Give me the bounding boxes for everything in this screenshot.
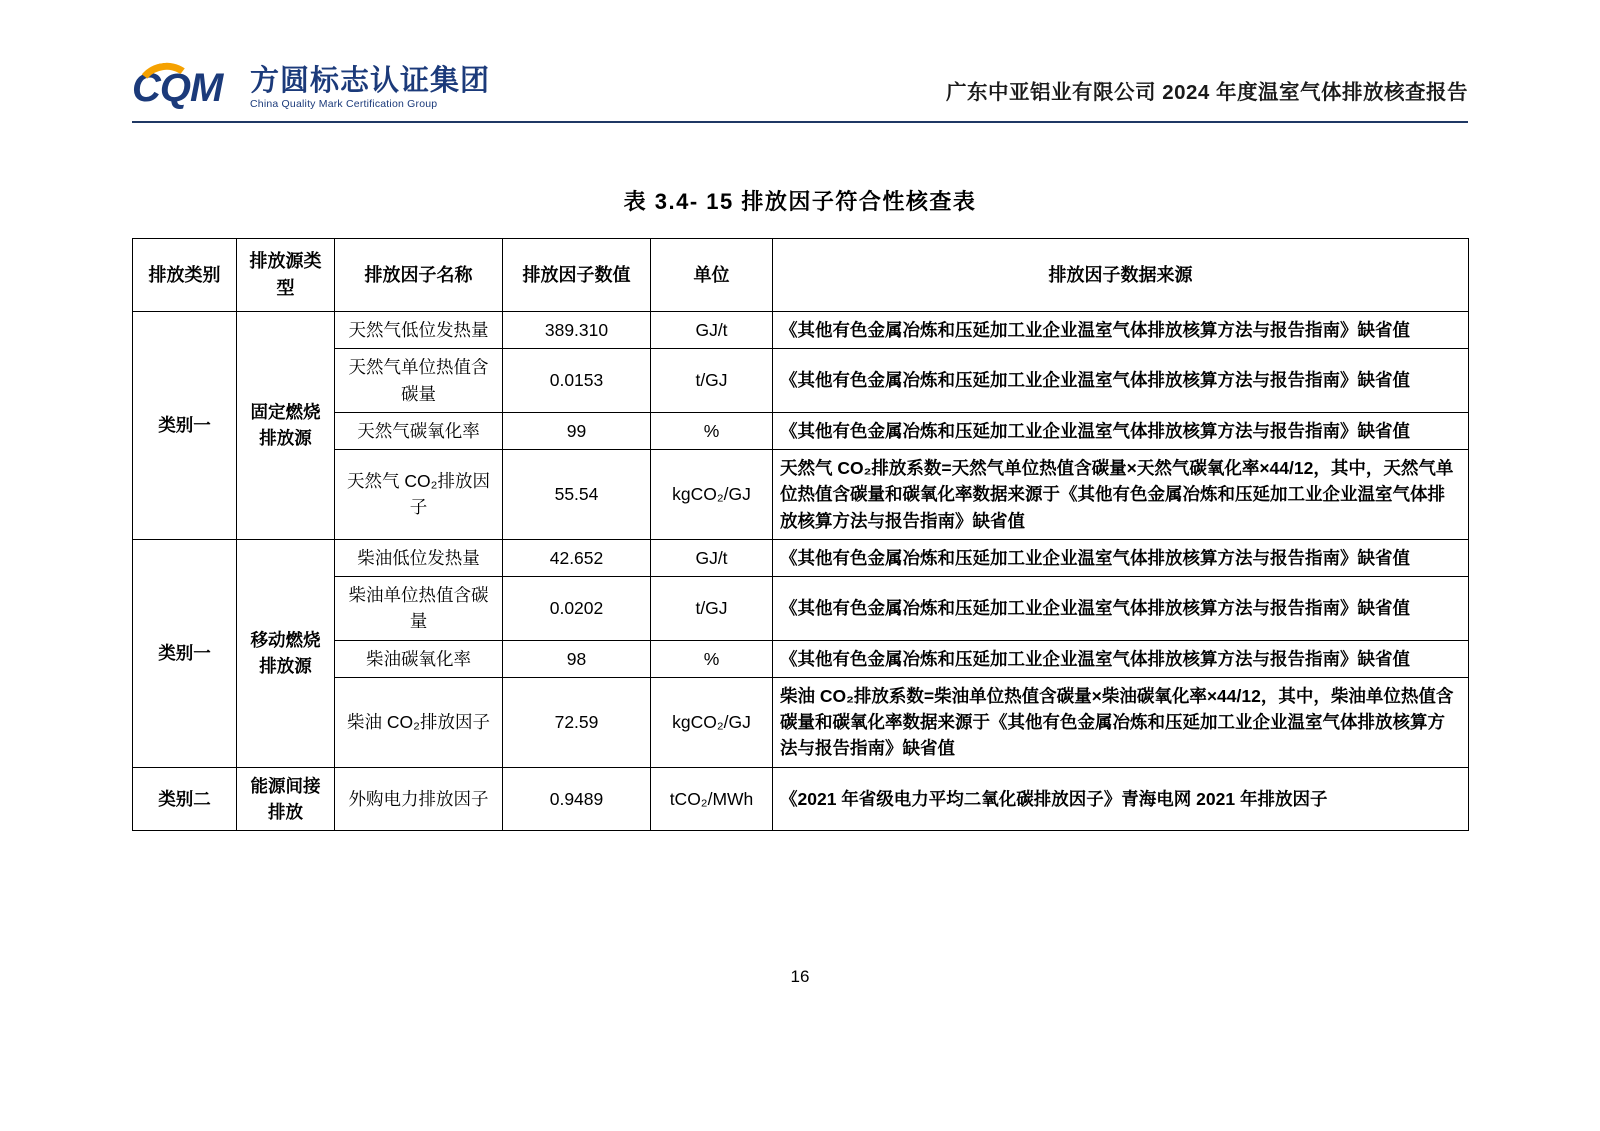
- cell-factor-value: 389.310: [503, 312, 651, 349]
- cell-source-type: 固定燃烧排放源: [237, 312, 335, 540]
- cell-unit: kgCO₂/GJ: [651, 677, 773, 767]
- cell-data-source: 《其他有色金属冶炼和压延加工业企业温室气体排放核算方法与报告指南》缺省值: [773, 349, 1469, 413]
- cell-factor-name: 柴油碳氧化率: [335, 640, 503, 677]
- document-title: 广东中亚铝业有限公司 2024 年度温室气体排放核查报告: [946, 81, 1468, 104]
- cell-unit: t/GJ: [651, 577, 773, 641]
- col-header-source-type: 排放源类型: [237, 239, 335, 312]
- cell-unit: tCO₂/MWh: [651, 767, 773, 831]
- table-row: [133, 539, 1469, 576]
- cell-unit: GJ/t: [651, 539, 773, 576]
- cell-factor-name: 柴油低位发热量: [335, 539, 503, 576]
- cqm-logo: [132, 65, 490, 111]
- cell-unit: t/GJ: [651, 349, 773, 413]
- cell-data-source: 《其他有色金属冶炼和压延加工业企业温室气体排放核算方法与报告指南》缺省值: [773, 539, 1469, 576]
- cell-factor-name: 天然气低位发热量: [335, 312, 503, 349]
- cell-factor-value: 72.59: [503, 677, 651, 767]
- cqm-logo-text: CQM: [132, 66, 223, 110]
- cell-unit: GJ/t: [651, 312, 773, 349]
- logo-company-en: China Quality Mark Certification Group: [250, 98, 438, 111]
- col-header-factor-name: 排放因子名称: [335, 239, 503, 312]
- cell-factor-name: 天然气碳氧化率: [335, 412, 503, 449]
- cell-data-source: 《其他有色金属冶炼和压延加工业企业温室气体排放核算方法与报告指南》缺省值: [773, 312, 1469, 349]
- logo-company-cn: 方圆标志认证集团: [250, 64, 491, 97]
- cell-factor-value: 99: [503, 412, 651, 449]
- cell-factor-name: 天然气单位热值含碳量: [335, 349, 503, 413]
- cell-unit: %: [651, 412, 773, 449]
- cell-factor-name: 柴油单位热值含碳量: [335, 577, 503, 641]
- cell-category: 类别二: [133, 767, 237, 831]
- cell-category: 类别一: [133, 539, 237, 767]
- cell-factor-value: 98: [503, 640, 651, 677]
- cell-factor-value: 0.9489: [503, 767, 651, 831]
- table-row: [133, 312, 1469, 349]
- cell-factor-value: 55.54: [503, 450, 651, 540]
- cell-factor-value: 0.0202: [503, 577, 651, 641]
- cell-unit: %: [651, 640, 773, 677]
- table-row: [133, 767, 1469, 831]
- table-caption: 表 3.4- 15 排放因子符合性核查表: [623, 189, 977, 214]
- cell-data-source: 《其他有色金属冶炼和压延加工业企业温室气体排放核算方法与报告指南》缺省值: [773, 640, 1469, 677]
- cell-data-source: 《2021 年省级电力平均二氧化碳排放因子》青海电网 2021 年排放因子: [773, 767, 1469, 831]
- cell-source-type: 移动燃烧排放源: [237, 539, 335, 767]
- col-header-factor-value: 排放因子数值: [503, 239, 651, 312]
- cell-factor-value: 0.0153: [503, 349, 651, 413]
- page-number: 16: [790, 967, 810, 986]
- cell-category: 类别一: [133, 312, 237, 540]
- emission-factor-table: [132, 238, 1469, 831]
- cqm-logo-mark: [132, 65, 240, 111]
- cell-factor-name: 柴油 CO₂排放因子: [335, 677, 503, 767]
- cell-data-source: 天然气 CO₂排放系数=天然气单位热值含碳量×天然气碳氧化率×44/12，其中，天然气单位热值含碳量和碳氧化率数据来源于《其他有色金属冶炼和压延加工业企业温室气体排放核算方法与报告指南》缺省值: [773, 450, 1469, 540]
- page-header: [132, 0, 1468, 123]
- cell-source-type: 能源间接排放: [237, 767, 335, 831]
- cell-unit: kgCO₂/GJ: [651, 450, 773, 540]
- cell-data-source: 《其他有色金属冶炼和压延加工业企业温室气体排放核算方法与报告指南》缺省值: [773, 577, 1469, 641]
- table-header-row: [133, 239, 1469, 312]
- cell-factor-value: 42.652: [503, 539, 651, 576]
- col-header-unit: 单位: [651, 239, 773, 312]
- cell-factor-name: 天然气 CO₂排放因子: [335, 450, 503, 540]
- cell-data-source: 《其他有色金属冶炼和压延加工业企业温室气体排放核算方法与报告指南》缺省值: [773, 412, 1469, 449]
- cell-factor-name: 外购电力排放因子: [335, 767, 503, 831]
- cell-data-source: 柴油 CO₂排放系数=柴油单位热值含碳量×柴油碳氧化率×44/12，其中，柴油单位热值含碳量和碳氧化率数据来源于《其他有色金属冶炼和压延加工业企业温室气体排放核算方法与报告指南》缺省值: [773, 677, 1469, 767]
- col-header-category: 排放类别: [133, 239, 237, 312]
- col-header-data-source: 排放因子数据来源: [773, 239, 1469, 312]
- logo-company-block: [250, 66, 490, 110]
